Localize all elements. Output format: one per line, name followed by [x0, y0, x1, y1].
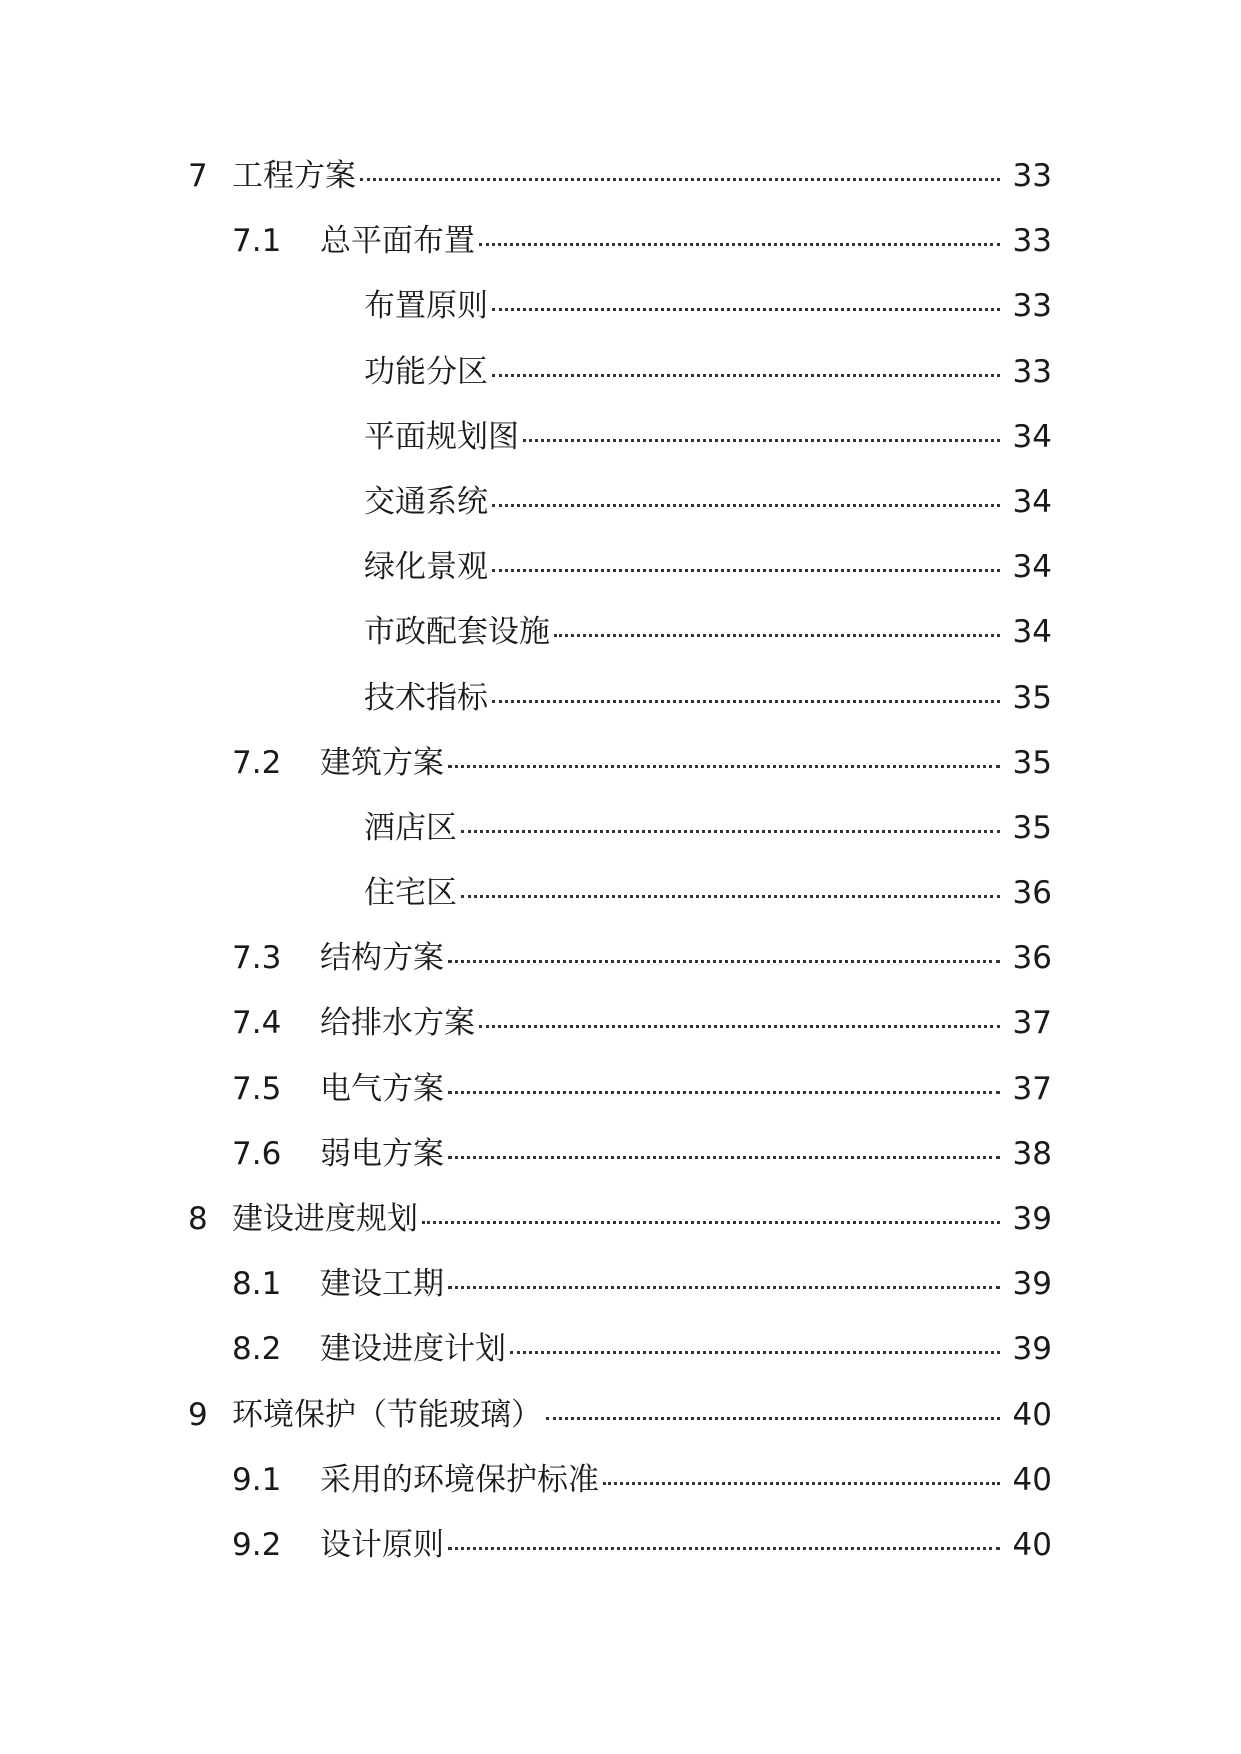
- table-of-contents: [0, 156, 1241, 1590]
- toc-entry[interactable]: [0, 1134, 1241, 1199]
- entry-title: 技术指标: [364, 679, 488, 716]
- entry-title: 给排水方案: [320, 1005, 475, 1042]
- entry-title: 交通系统: [364, 483, 488, 520]
- entry-page-number: 33: [1012, 288, 1052, 325]
- entry-page-number: 33: [1012, 158, 1052, 194]
- toc-entry[interactable]: [0, 743, 1241, 808]
- entry-number: 9.1: [232, 1461, 282, 1498]
- entry-page-number: 36: [1012, 875, 1052, 912]
- dot-leader: [448, 1286, 1000, 1289]
- entry-title: 平面规划图: [364, 418, 519, 455]
- entry-page-number: 37: [1012, 1005, 1052, 1042]
- toc-entry[interactable]: [0, 1003, 1241, 1068]
- entry-title: 结构方案: [320, 940, 444, 977]
- entry-title: 建筑方案: [320, 744, 444, 781]
- entry-number: 8.2: [232, 1331, 282, 1368]
- entry-number: 7.6: [232, 1135, 282, 1172]
- dot-leader: [492, 374, 1000, 377]
- toc-entry[interactable]: [0, 1395, 1241, 1460]
- entry-title: 设计原则: [320, 1526, 444, 1563]
- dot-leader: [523, 439, 1000, 442]
- dot-leader: [461, 895, 1000, 898]
- dot-leader: [492, 700, 1000, 703]
- toc-entry[interactable]: [0, 1199, 1241, 1264]
- entry-number: 8.1: [232, 1266, 282, 1303]
- entry-page-number: 34: [1012, 418, 1052, 455]
- entry-number: 8: [188, 1201, 208, 1237]
- dot-leader: [510, 1351, 1000, 1354]
- entry-title: 绿化景观: [364, 549, 488, 586]
- toc-entry[interactable]: [0, 547, 1241, 612]
- dot-leader: [492, 308, 1000, 311]
- entry-page-number: 36: [1012, 940, 1052, 977]
- entry-title: 功能分区: [364, 353, 488, 390]
- dot-leader: [603, 1482, 1000, 1485]
- dot-leader: [422, 1221, 1000, 1224]
- dot-leader: [461, 830, 1000, 833]
- toc-entry[interactable]: [0, 221, 1241, 286]
- toc-entry[interactable]: [0, 156, 1241, 221]
- dot-leader: [554, 634, 1000, 637]
- entry-page-number: 33: [1012, 223, 1052, 260]
- toc-entry[interactable]: [0, 352, 1241, 417]
- dot-leader: [546, 1417, 1000, 1420]
- toc-entry[interactable]: [0, 612, 1241, 677]
- dot-leader: [448, 1547, 1000, 1550]
- entry-page-number: 34: [1012, 483, 1052, 520]
- entry-page-number: 37: [1012, 1070, 1052, 1107]
- entry-page-number: 34: [1012, 614, 1052, 651]
- dot-leader: [479, 1025, 1000, 1028]
- entry-title: 建设进度规划: [232, 1201, 418, 1237]
- toc-entry[interactable]: [0, 482, 1241, 547]
- entry-page-number: 33: [1012, 353, 1052, 390]
- entry-page-number: 38: [1012, 1135, 1052, 1172]
- entry-title: 电气方案: [320, 1070, 444, 1107]
- entry-title: 弱电方案: [320, 1135, 444, 1172]
- entry-title: 环境保护（节能玻璃）: [232, 1396, 542, 1433]
- entry-title: 建设进度计划: [320, 1331, 506, 1368]
- toc-entry[interactable]: [0, 1069, 1241, 1134]
- toc-entry[interactable]: [0, 938, 1241, 1003]
- toc-entry[interactable]: [0, 808, 1241, 873]
- entry-title: 采用的环境保护标准: [320, 1461, 599, 1498]
- entry-title: 总平面布置: [320, 223, 475, 260]
- dot-leader: [448, 960, 1000, 963]
- entry-title: 住宅区: [364, 875, 457, 912]
- entry-page-number: 40: [1012, 1396, 1052, 1433]
- dot-leader: [492, 569, 1000, 572]
- dot-leader: [448, 1156, 1000, 1159]
- entry-page-number: 40: [1012, 1461, 1052, 1498]
- entry-page-number: 39: [1012, 1266, 1052, 1303]
- entry-page-number: 35: [1012, 744, 1052, 781]
- toc-entry[interactable]: [0, 417, 1241, 482]
- entry-number: 7.4: [232, 1005, 282, 1042]
- entry-page-number: 34: [1012, 549, 1052, 586]
- entry-number: 7.2: [232, 744, 282, 781]
- dot-leader: [479, 243, 1000, 246]
- toc-entry[interactable]: [0, 1460, 1241, 1525]
- entry-number: 7: [188, 158, 208, 194]
- entry-page-number: 39: [1012, 1201, 1052, 1237]
- entry-number: 9: [188, 1396, 208, 1433]
- entry-title: 布置原则: [364, 288, 488, 325]
- entry-number: 7.3: [232, 940, 282, 977]
- dot-leader: [360, 178, 1000, 181]
- entry-page-number: 39: [1012, 1331, 1052, 1368]
- entry-number: 9.2: [232, 1526, 282, 1563]
- entry-number: 7.5: [232, 1070, 282, 1107]
- toc-entry[interactable]: [0, 1329, 1241, 1394]
- dot-leader: [448, 765, 1000, 768]
- toc-entry[interactable]: [0, 873, 1241, 938]
- entry-title: 市政配套设施: [364, 614, 550, 651]
- dot-leader: [448, 1091, 1000, 1094]
- entry-number: 7.1: [232, 223, 282, 260]
- toc-entry[interactable]: [0, 1264, 1241, 1329]
- entry-page-number: 35: [1012, 679, 1052, 716]
- entry-title: 酒店区: [364, 809, 457, 846]
- toc-entry[interactable]: [0, 1525, 1241, 1590]
- entry-page-number: 35: [1012, 809, 1052, 846]
- entry-page-number: 40: [1012, 1526, 1052, 1563]
- entry-title: 建设工期: [320, 1266, 444, 1303]
- entry-title: 工程方案: [232, 158, 356, 194]
- toc-entry[interactable]: [0, 286, 1241, 351]
- dot-leader: [492, 504, 1000, 507]
- toc-entry[interactable]: [0, 678, 1241, 743]
